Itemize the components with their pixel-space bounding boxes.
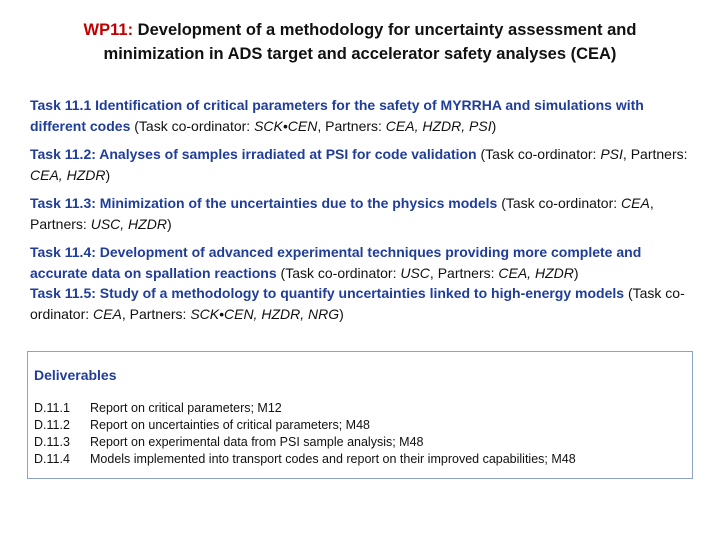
deliverable-number: D.11.2 (34, 418, 70, 432)
task-heading: Task 11.1 Identification of critical parameters for the safety of MYRRHA and simulations with different codes (30, 97, 644, 134)
partners-prefix: , Partners: (317, 117, 386, 134)
deliverable-text: Models implemented into transport codes and report on their improved capabilities; M48 (90, 452, 576, 466)
deliverable-row (34, 400, 576, 417)
task-heading: Task 11.3: Minimization of the uncertainties due to the physics models (30, 195, 498, 211)
partners-names: USC, HZDR (90, 215, 167, 232)
partners-names: CEA, HZDR (498, 264, 574, 281)
task-heading: Task 11.5: Study of a methodology to quantify uncertainties linked to high-energy models (30, 285, 625, 301)
meta-suffix: ) (491, 117, 497, 134)
deliverable-number: D.11.1 (34, 401, 70, 415)
deliverables-box (27, 351, 693, 479)
deliverable-number: D.11.3 (34, 435, 70, 449)
title-line-2: minimization in ADS target and accelerator safety analyses (CEA) (103, 45, 617, 63)
task-item (30, 144, 695, 185)
partners-names: CEA, HZDR, PSI (385, 117, 492, 134)
task-item (30, 95, 695, 136)
wp-label: WP11: (83, 21, 134, 39)
deliverable-text: Report on experimental data from PSI sample analysis; M48 (90, 435, 424, 449)
meta-suffix: ) (339, 305, 344, 322)
coordinator-prefix: (Task co-ordinator: (280, 264, 401, 281)
deliverable-text: Report on critical parameters; M12 (90, 401, 282, 415)
coordinator-prefix: (Task co-ordinator: (134, 117, 255, 134)
deliverable-row (34, 417, 576, 434)
task-list (30, 95, 695, 332)
deliverable-row (34, 434, 576, 451)
slide-title (20, 18, 700, 66)
title-line-1 (20, 18, 700, 42)
partners-prefix: , Partners: (429, 264, 499, 281)
coordinator-prefix: (Task co-ordinator: (501, 195, 622, 211)
meta-suffix: ) (573, 264, 579, 281)
partners-prefix: , Partners: (30, 195, 654, 232)
deliverables-list (34, 400, 576, 468)
task-item (30, 193, 695, 234)
meta-suffix: ) (105, 166, 111, 183)
task-meta (281, 265, 579, 281)
partners-names: CEA, HZDR (30, 166, 106, 183)
coordinator-prefix: (Task co-ordinator: (30, 285, 685, 322)
task-heading: Task 11.2: Analyses of samples irradiated at PSI for code validation (30, 146, 477, 162)
partners-prefix: , Partners: (622, 146, 688, 162)
title-text-1: Development of a methodology for uncertainty assessment and (137, 21, 637, 39)
coordinator-name: CEA (621, 195, 650, 211)
deliverable-text: Report on uncertainties of critical parameters; M48 (90, 418, 370, 432)
task-item (30, 242, 695, 283)
coordinator-name: PSI (600, 146, 623, 162)
coordinator-name: CEA (93, 305, 122, 322)
task-item (30, 283, 695, 324)
partners-prefix: , Partners: (121, 305, 191, 322)
coordinator-name: SCK•CEN (254, 117, 318, 134)
deliverables-heading: Deliverables (34, 367, 117, 383)
task-heading: Task 11.4: Development of advanced experimental techniques providing more complete and accurate data on spallation reactions (30, 244, 642, 281)
deliverable-row (34, 451, 576, 468)
meta-suffix: ) (166, 215, 172, 232)
coordinator-name: USC (400, 264, 430, 281)
task-meta (134, 118, 496, 134)
partners-names: SCK•CEN, HZDR, NRG (190, 305, 340, 322)
coordinator-prefix: (Task co-ordinator: (480, 146, 601, 162)
deliverable-number: D.11.4 (34, 452, 70, 466)
